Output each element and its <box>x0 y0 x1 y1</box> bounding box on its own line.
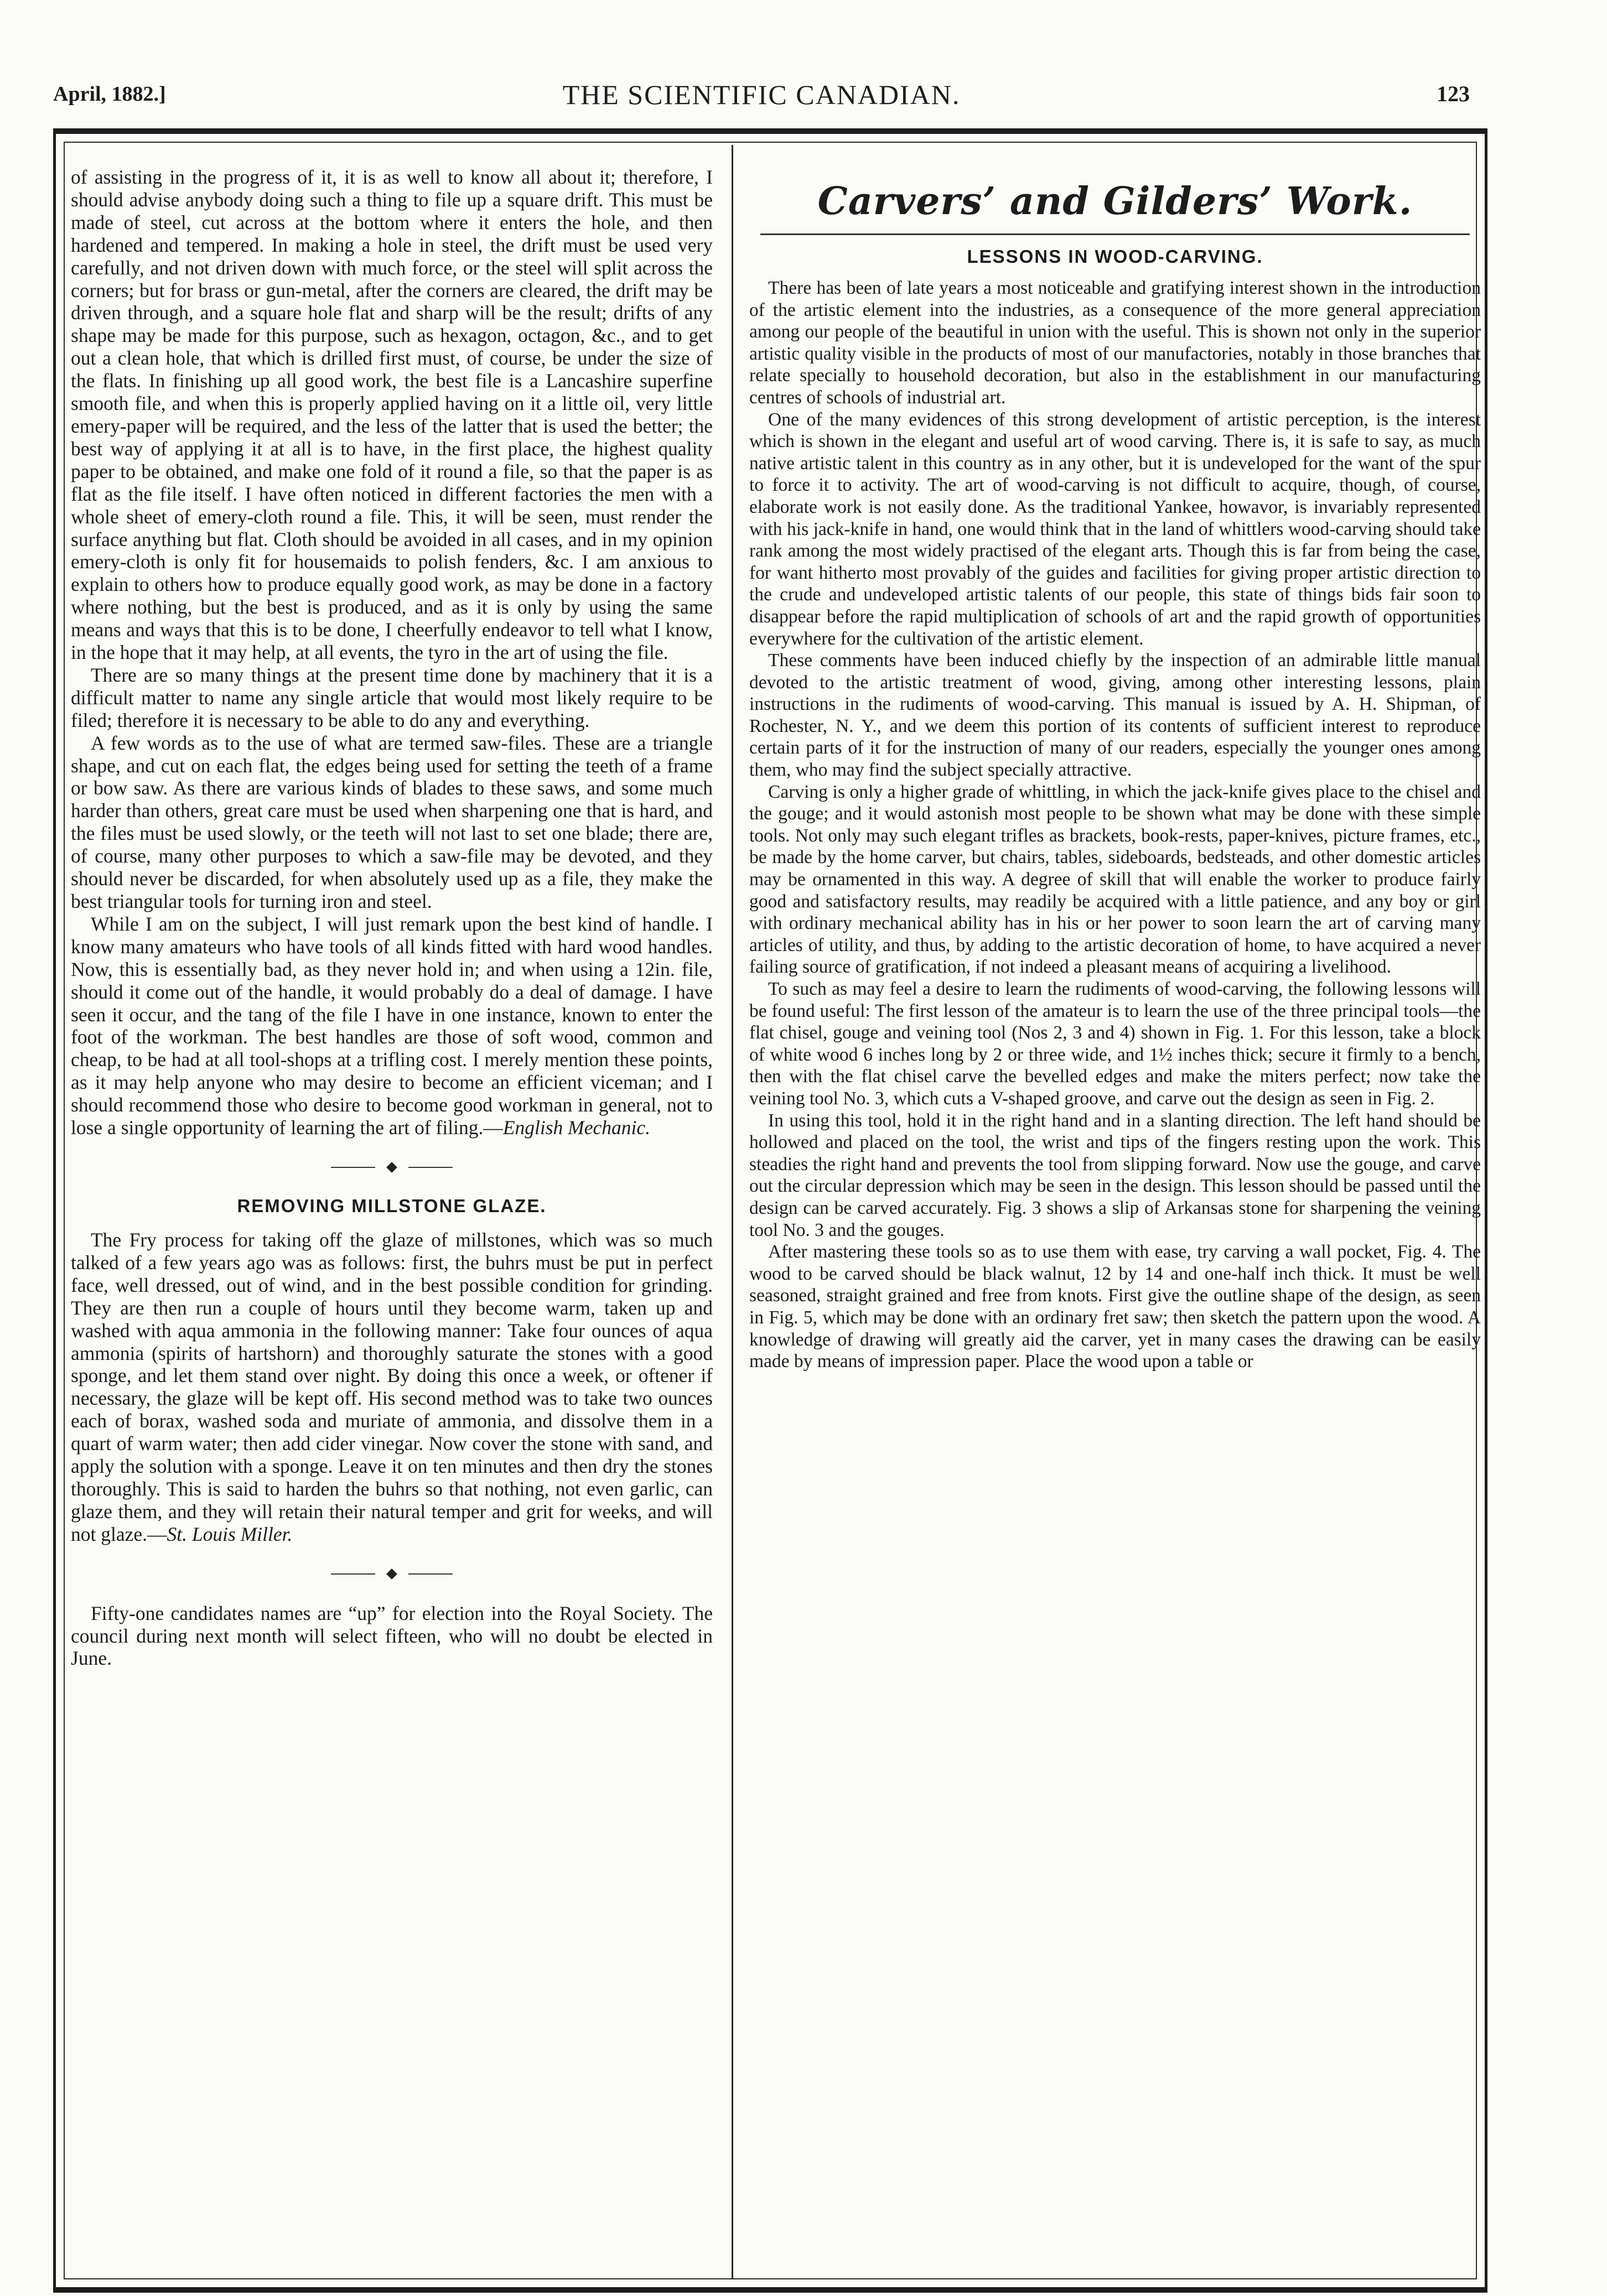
column-divider <box>732 145 733 2278</box>
millstone-article-paragraph <box>71 1229 713 1546</box>
section-ornament <box>71 1163 713 1171</box>
issue-date: April, 1882.] <box>53 82 166 106</box>
filing-article-paragraph <box>71 913 713 1139</box>
royal-society-note: Fifty-one candidates names are “up” for election into the Royal Society. The council during next month will select fifteen, who will no doubt be elected in June. <box>71 1602 713 1670</box>
wood-carving-paragraph: One of the many evidences of this strong development of artistic perception, is the interest which is shown in the elegant and useful art of wood carving. There is, it is safe to say, as much native artistic talent in this country as in any other, but it is undeveloped for the want of the spur to force it to activity. The art of wood-carving is not difficult to acquire, though, of course, elaborate work is not easily done. As the traditional Yankee, howavor, is invariably represented with his jack-knife in hand, one would think that in the land of whittlers wood-carving should take rank among the most widely practised of the elegant arts. Though this is far from being the case, for want hitherto most provably of the guides and facilities for giving proper artistic direction to the crude and undeveloped artistic talents of our people, this state of things bids fair soon to disappear before the rapid multiplication of schools of art and the rapid growth of opportunities everywhere for the cultivation of the artistic element. <box>749 409 1481 649</box>
right-column <box>749 166 1481 2257</box>
department-heading: Carvers’ and Gilders’ Work. <box>817 179 1413 224</box>
ornament-line-right <box>408 1167 453 1168</box>
wood-carving-paragraph: There has been of late years a most noticeable and gratifying interest shown in the introduction of the artistic element into the industries, as a consequence of the more general appreciation among our people of the beautiful in union with the useful. This is shown not only in the superior artistic quality visible in the products of most of our manufactories, notably in those branches that relate specially to household decoration, but also in the establishment in our manufacturing centres of schools of industrial art. <box>749 278 1481 408</box>
millstone-article-title: REMOVING MILLSTONE GLAZE. <box>237 1195 547 1216</box>
filing-article-paragraph: A few words as to the use of what are termed saw-files. These are a triangle shape, and cut on each flat, the edges being used for setting the teeth of a frame or bow saw. As there are various kinds of blades to these saws, and some much harder than others, great care must be used when sharpening one that is hard, and the files must be used slowly, or the teeth will not last to set one blade; there are, of course, many other purposes to which a saw-file may be devoted, and they should never be discarded, for when absolutely used up as a file, they make the best triangular tools for turning iron and steel. <box>71 731 713 912</box>
filing-article-credit: English Mechanic. <box>502 1116 651 1139</box>
left-column <box>71 166 713 2257</box>
section-ornament <box>71 1570 713 1578</box>
wood-carving-paragraph: In using this tool, hold it in the right hand and in a slanting direction. The left hand should be hollowed and placed on the tool, the wrist and tips of the fingers resting upon the work. This steadies the right hand and prevents the tool from slipping forward. Now use the gouge, and carve out the circular depression which may be seen in the design. This lesson should be passed until the design can be carved accurately. Fig. 3 shows a slip of Arkansas stone for sharpening the veining tool No. 3 and the gouges. <box>749 1110 1481 1240</box>
wood-carving-paragraph: Carving is only a higher grade of whittling, in which the jack-knife gives place to the chisel and the gouge; and it would astonish most people to be shown what may be done with these simple tools. Not only may such elegant trifles as brackets, book-rests, paper-knives, picture frames, etc., be made by the home carver, but chairs, tables, sideboards, bedsteads, and other domestic articles may be ornamented in this way. A degree of skill that will enable the worker to produce fairly good and satisfactory results, may readily be acquired with a little patience, and any boy or girl with ordinary mechanical ability has in his or her power to soon learn the art of carving many articles of utility, and thus, by adding to the artistic decoration of home, to have acquired a never failing source of gratification, if not indeed a pleasant means of acquiring a livelihood. <box>749 781 1481 978</box>
filing-article-paragraph: There are so many things at the present time done by machinery that it is a difficult matter to name any single article that would most likely require to be filed; therefore it is necessary to be able to do any and everything. <box>71 663 713 731</box>
page-number: 123 <box>1437 81 1470 106</box>
ornament-line-left <box>331 1167 375 1168</box>
journal-title: THE SCIENTIFIC CANADIAN. <box>562 79 961 110</box>
millstone-article-text: The Fry process for taking off the glaze of millstones, which was so much talked of a few years ago was as follows: first, the buhrs must be put in perfect face, well dressed, out of wind, and in the best possible condition for grinding. They are then run a couple of hours until they become warm, taken up and washed with aqua ammonia in the following manner: Take four ounces of aqua ammonia (spirits of hartshorn) and thoroughly saturate the stones with a good sponge, and let them stand over night. By doing this once a week, or oftener if necessary, the glaze will be kept off. His second method was to take two ounces each of borax, washed soda and muriate of ammonia, and dissolve them in a quart of warm water; then add cider vinegar. Now cover the stone with sand, and apply the solution with a sponge. Leave it on ten minutes and then dry the stones thoroughly. This is said to harden the buhrs so that nothing, not even garlic, can glaze them, and they will retain their natural temper and grit for weeks, and will not glaze.— <box>71 1228 713 1545</box>
ornament-line-left <box>331 1573 375 1575</box>
filing-article-paragraph: of assisting in the progress of it, it is as well to know all about it; therefore, I should advise anybody doing such a thing to file up a square drift. This must be made of steel, cut across at the bottom where it enters the hole, and then hardened and tempered. In making a hole in steel, the drift must be used very carefully, and not driven down with much force, or the steel will split across the corners; but for brass or gun-metal, after the corners are cleared, the drift may be driven through, and a square hole flat and sharp will be the result; drifts of any shape may be made for this purpose, such as hexagon, octagon, &c., and to get out a clean hole, that which is drilled first must, of course, be under the size of the flats. In finishing up all good work, the best file is a Lancashire superfine smooth file, and when this is properly applied having on it a little oil, very little emery-paper will be required, and the less of the latter that is used the better; the best way of applying it at all is to have, in the first place, the highest quality paper to be obtained, and make one fold of it round a file, so that the paper is as flat as the file itself. I have often noticed in different factories the men with a whole sheet of emery-cloth round a file. This, it will be seen, must render the surface anything but flat. Cloth should be avoided in all cases, and in my opinion emery-cloth is only fit for housemaids to polish fenders, &c. I am anxious to explain to others how to produce equally good work, as may be done in a factory where nothing, but the best is produced, and as it is only by using the same means and ways that this is to be done, I cheerfully endeavor to tell what I know, in the hope that it may help, at all events, the tyro in the art of using the file. <box>71 166 713 664</box>
millstone-article-credit: St. Louis Miller. <box>167 1523 293 1545</box>
wood-carving-paragraph: To such as may feel a desire to learn the rudiments of wood-carving, the following lessons will be found useful: The first lesson of the amateur is to learn the use of the three principal tools—the flat chisel, gouge and veining tool (Nos 2, 3 and 4) shown in Fig. 1. For this lesson, take a block of white wood 6 inches long by 2 or three wide, and 1½ inches thick; secure it firmly to a bench, then with the flat chisel carve the bevelled edges and make the miters perfect; now take the veining tool No. 3, which cuts a V-shaped groove, and carve out the design as seen in Fig. 2. <box>749 979 1481 1109</box>
filing-article-text: While I am on the subject, I will just remark upon the best kind of handle. I know many amateurs who have tools of all kinds fitted with hard wood handles. Now, this is essentially bad, as they never hold in; and when using a 12in. file, should it come out of the handle, it would probably do a deal of damage. I have seen it occur, and the tang of the file I have in one instance, known to enter the foot of the workman. The best handles are those of soft wood, common and cheap, to be had at all tool-shops at a trifling cost. I merely mention these points, as it may help anyone who may desire to become an efficient viceman; and I should recommend those who desire to become good workman in general, not to lose a single opportunity of learning the art of filing.— <box>71 912 713 1139</box>
heading-rule <box>760 233 1470 235</box>
wood-carving-article-title: LESSONS IN WOOD-CARVING. <box>967 246 1263 267</box>
ornament-line-right <box>408 1573 453 1575</box>
ornament-diamond <box>386 1568 397 1580</box>
running-head <box>53 76 1470 121</box>
wood-carving-paragraph: These comments have been induced chiefly by the inspection of an admirable little manual devoted to the artistic treatment of wood, giving, among other interesting lessons, plain instructions in the rudiments of wood-carving. This manual is issued by A. H. Shipman, of Rochester, N. Y., and we deem this portion of its contents of sufficient interest to reproduce certain parts of it for the instruction of many of our readers, especially the younger ones among them, who may find the subject specially attractive. <box>749 650 1481 781</box>
ornament-diamond <box>386 1162 397 1173</box>
wood-carving-paragraph: After mastering these tools so as to use them with ease, try carving a wall pocket, Fig. 4. The wood to be carved should be black walnut, 12 by 14 and one-half inch thick. It must be well seasoned, straight grained and free from knots. First give the outline shape of the design, as seen in Fig. 5, which may be done with an ordinary fret saw; then sketch the pattern upon the wood. A knowledge of drawing will greatly aid the carver, yet in many cases the drawing can be easily made by means of impression paper. Place the wood upon a table or <box>749 1241 1481 1372</box>
